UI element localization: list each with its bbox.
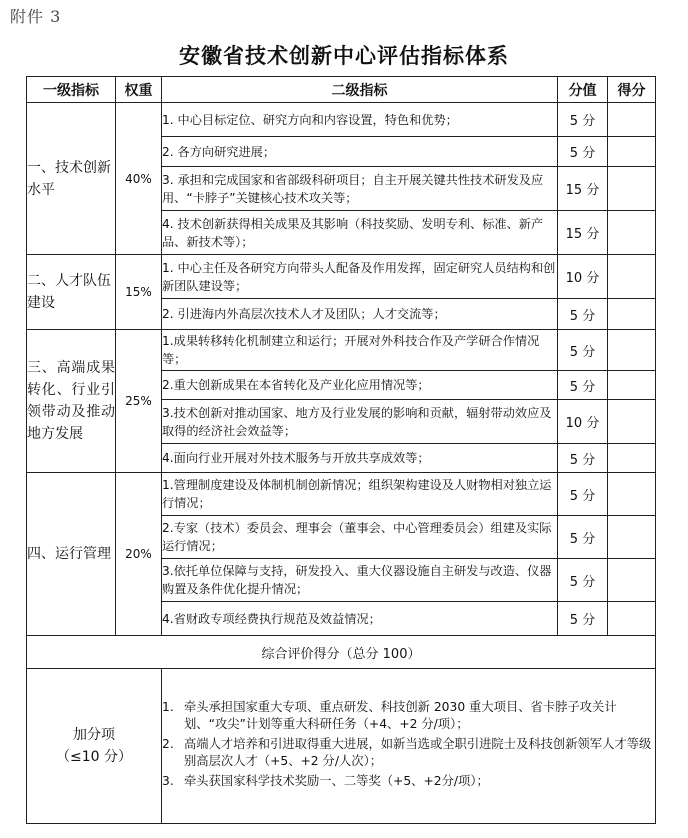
- category-cell: 四、运行管理: [27, 473, 116, 636]
- table-row: [27, 255, 656, 299]
- indicator-cell: 4. 技术创新获得相关成果及其影响（科技奖励、发明专利、标准、新产品、新技术等）；: [162, 211, 558, 255]
- attachment-label: 附件 3: [10, 7, 62, 26]
- header-level2: 二级指标: [162, 77, 558, 103]
- category-cell: 一、技术创新水平: [27, 103, 116, 255]
- bonus-item: [162, 699, 655, 733]
- score-cell: 10 分: [558, 255, 608, 299]
- indicator-cell: 3.技术创新对推动国家、地方及行业发展的影响和贡献，辐射带动效应及取得的经济社会效益等；: [162, 400, 558, 444]
- bonus-item-number: 2.: [162, 737, 174, 751]
- score-cell: 15 分: [558, 211, 608, 255]
- header-level1: 一级指标: [27, 77, 116, 103]
- bonus-item: [162, 736, 655, 770]
- table-row: [27, 330, 656, 371]
- got-cell[interactable]: [608, 602, 656, 636]
- got-cell[interactable]: [608, 559, 656, 602]
- got-cell[interactable]: [608, 371, 656, 400]
- header-row: [27, 77, 656, 103]
- got-cell[interactable]: [608, 473, 656, 516]
- score-cell: 5 分: [558, 371, 608, 400]
- bonus-row: [27, 669, 656, 824]
- category-cell: 三、高端成果转化、行业引领带动及推动地方发展: [27, 330, 116, 473]
- header-score: 分值: [558, 77, 608, 103]
- score-cell: 5 分: [558, 299, 608, 330]
- got-cell[interactable]: [608, 400, 656, 444]
- indicator-cell: 1.管理制度建设及体制机制创新情况；组织架构建设及人财物相对独立运行情况；: [162, 473, 558, 516]
- got-cell[interactable]: [608, 103, 656, 137]
- bonus-items: [162, 669, 656, 824]
- bonus-item-number: 1.: [162, 700, 174, 714]
- weight-cell: 25%: [116, 330, 162, 473]
- score-cell: 5 分: [558, 330, 608, 371]
- table-row: [27, 473, 656, 516]
- bonus-name: 加分项: [73, 727, 115, 743]
- category-cell: 二、人才队伍建设: [27, 255, 116, 330]
- weight-cell: 40%: [116, 103, 162, 255]
- score-cell: 5 分: [558, 444, 608, 473]
- total-row: [27, 636, 656, 669]
- bonus-item-number: 3.: [162, 774, 174, 788]
- total-score-label: 综合评价得分（总分 100）: [27, 636, 656, 669]
- score-cell: 15 分: [558, 167, 608, 211]
- indicator-cell: 4.省财政专项经费执行规范及效益情况；: [162, 602, 558, 636]
- got-cell[interactable]: [608, 299, 656, 330]
- indicator-cell: 2.重大创新成果在本省转化及产业化应用情况等；: [162, 371, 558, 400]
- document-title: 安徽省技术创新中心评估指标体系: [179, 44, 509, 68]
- indicator-cell: 1.成果转移转化机制建立和运行；开展对外科技合作及产学研合作情况等；: [162, 330, 558, 371]
- score-cell: 5 分: [558, 516, 608, 559]
- indicator-cell: 2. 引进海内外高层次技术人才及团队；人才交流等；: [162, 299, 558, 330]
- bonus-item-text: 牵头获国家科学技术奖励一、二等奖（+5、+2分/项）；: [184, 774, 489, 788]
- got-cell[interactable]: [608, 444, 656, 473]
- weight-cell: 15%: [116, 255, 162, 330]
- indicator-cell: 1. 中心主任及各研究方向带头人配备及作用发挥，固定研究人员结构和创新团队建设等；: [162, 255, 558, 299]
- got-cell[interactable]: [608, 211, 656, 255]
- got-cell[interactable]: [608, 330, 656, 371]
- weight-cell: 20%: [116, 473, 162, 636]
- score-cell: 5 分: [558, 137, 608, 167]
- table-row: [27, 103, 656, 137]
- got-cell[interactable]: [608, 167, 656, 211]
- evaluation-table: [26, 76, 656, 824]
- got-cell[interactable]: [608, 255, 656, 299]
- score-cell: 5 分: [558, 473, 608, 516]
- score-cell: 5 分: [558, 559, 608, 602]
- bonus-limit: （≤10 分）: [56, 749, 132, 765]
- indicator-cell: 2.专家（技术）委员会、理事会（董事会、中心管理委员会）组建及实际运行情况；: [162, 516, 558, 559]
- indicator-cell: 3. 承担和完成国家和省部级科研项目；自主开展关键共性技术研发及应用、“卡脖子”关键核心技术攻关等；: [162, 167, 558, 211]
- indicator-cell: 2. 各方向研究进展；: [162, 137, 558, 167]
- got-cell[interactable]: [608, 516, 656, 559]
- score-cell: 10 分: [558, 400, 608, 444]
- got-cell[interactable]: [608, 137, 656, 167]
- header-weight: 权重: [116, 77, 162, 103]
- indicator-cell: 3.依托单位保障与支持，研发投入、重大仪器设施自主研发与改造、仪器购置及条件优化提升情况；: [162, 559, 558, 602]
- score-cell: 5 分: [558, 103, 608, 137]
- indicator-cell: 4.面向行业开展对外技术服务与开放共享成效等；: [162, 444, 558, 473]
- score-cell: 5 分: [558, 602, 608, 636]
- bonus-category: [27, 669, 162, 824]
- indicator-cell: 1. 中心目标定位、研究方向和内容设置，特色和优势；: [162, 103, 558, 137]
- bonus-item-text: 高端人才培养和引进取得重大进展，如新当选或全职引进院士及科技创新领军人才等级别高层次人才（+5、+2 分/人次）；: [184, 737, 652, 768]
- bonus-item: [162, 773, 655, 790]
- bonus-item-text: 牵头承担国家重大专项、重点研发、科技创新 2030 重大项目、省卡脖子攻关计划、“攻尖”计划等重大科研任务（+4、+2 分/项）；: [184, 700, 617, 731]
- header-got: 得分: [608, 77, 656, 103]
